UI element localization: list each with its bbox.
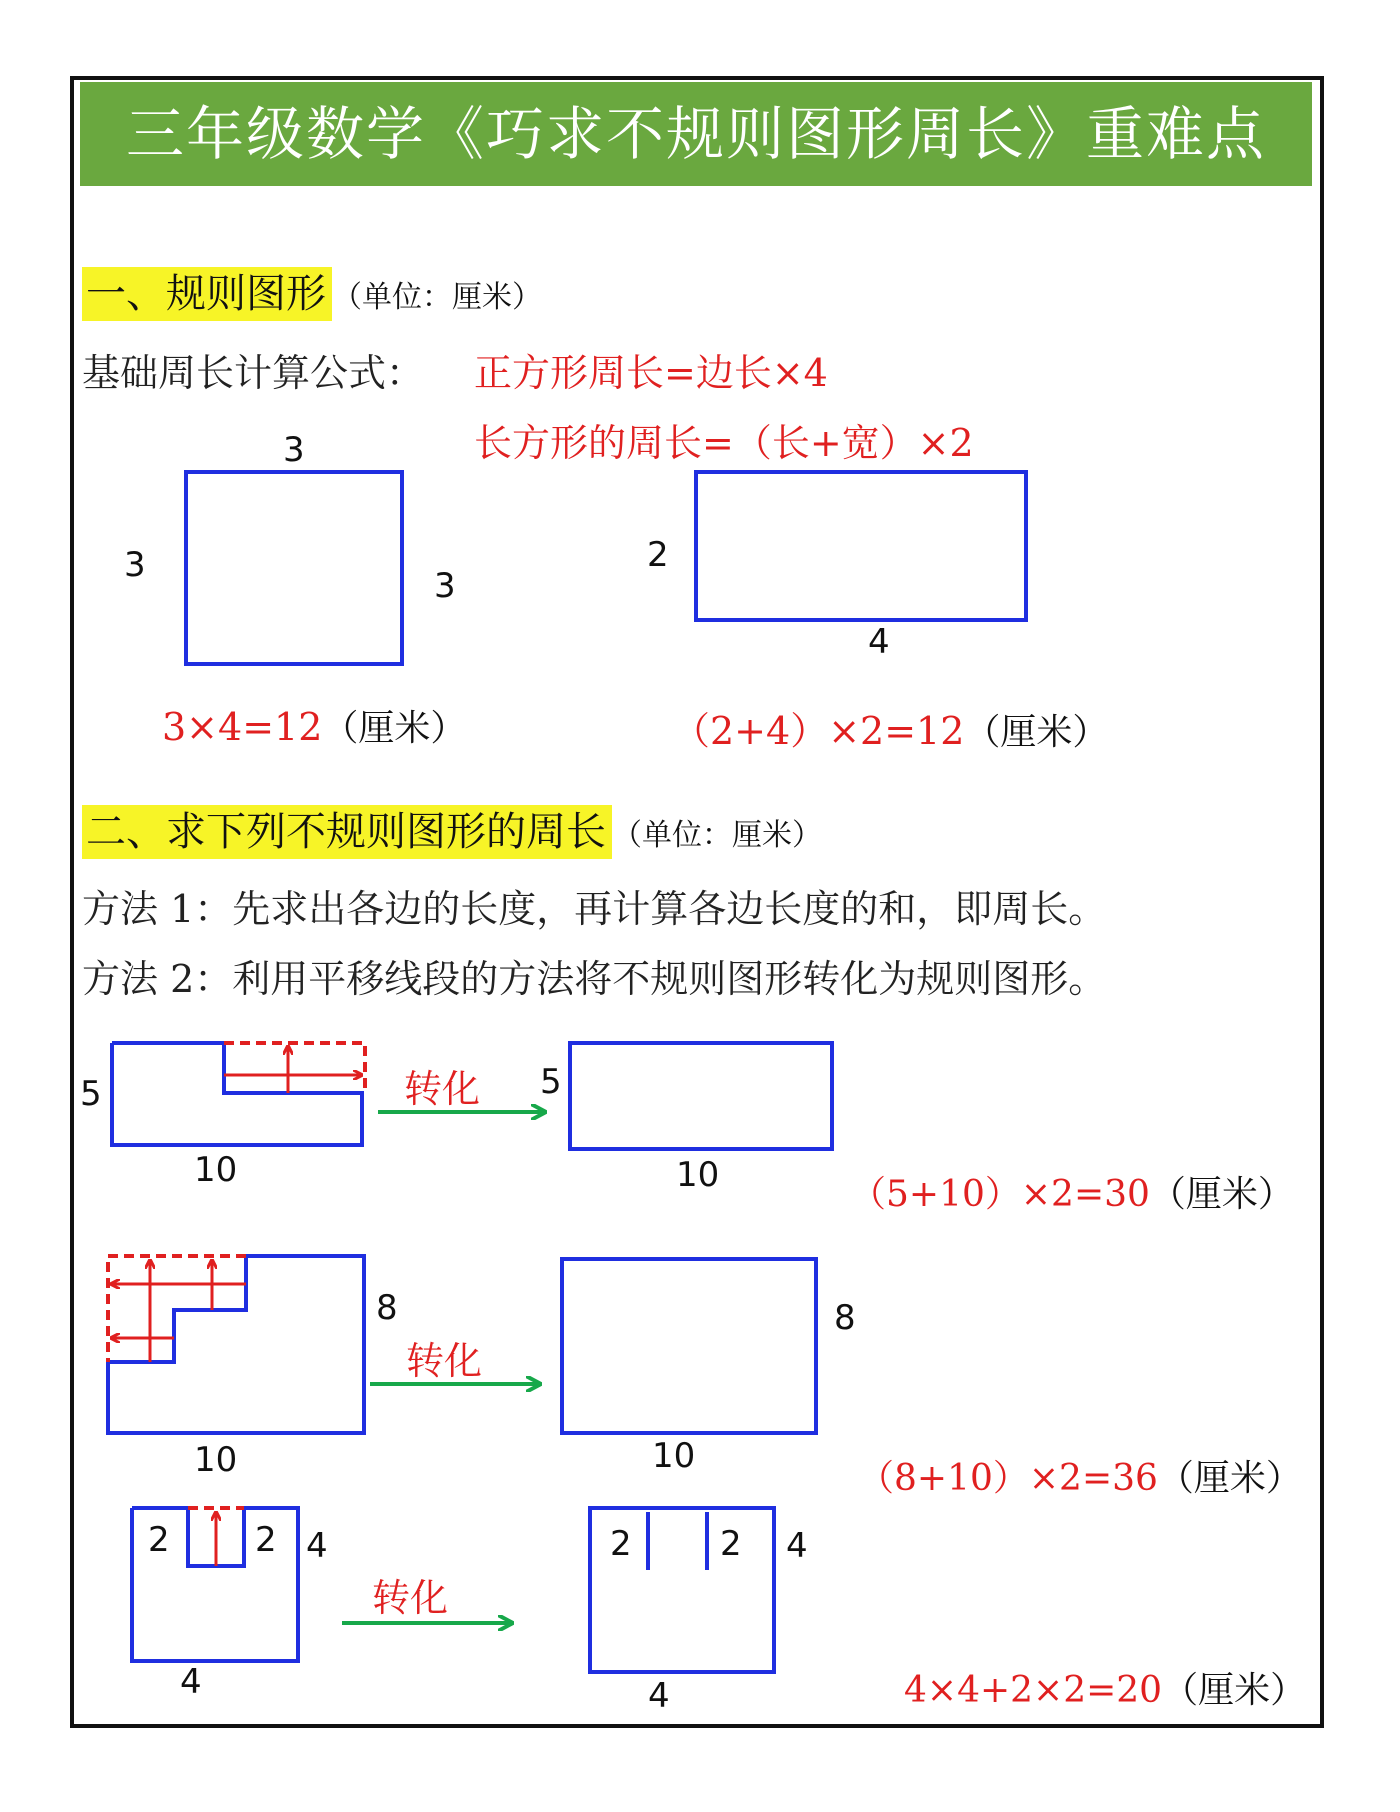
ex1-dashed-outline xyxy=(224,1043,365,1093)
rect-calc: （2+4）×2=12 xyxy=(672,709,965,753)
rect-formula: 长方形的周长=（长+宽）×2 xyxy=(474,421,974,465)
section1-unit-note: （单位：厘米） xyxy=(332,280,542,315)
square-left-label: 3 xyxy=(124,545,146,585)
ex2-transform-label: 转化 xyxy=(406,1339,483,1383)
ex1-calc-unit: （厘米） xyxy=(1149,1174,1294,1215)
ex3-result-inner-right-label: 2 xyxy=(720,1524,742,1564)
ex2-bottom-label: 10 xyxy=(194,1440,238,1480)
rect-bottom-label: 4 xyxy=(868,622,890,662)
ex1-left-label: 5 xyxy=(80,1074,102,1114)
ex1-bottom-label: 10 xyxy=(194,1150,238,1190)
ex2-calc-unit: （厘米） xyxy=(1157,1458,1302,1499)
ex3-inner-left-label: 2 xyxy=(148,1520,170,1560)
method2-text: 方法 2：利用平移线段的方法将不规则图形转化为规则图形。 xyxy=(82,957,1107,1001)
ex1-calc: （5+10）×2=30 xyxy=(850,1174,1150,1215)
ex1-irregular-shape xyxy=(112,1043,362,1145)
ex3-result-right-label: 4 xyxy=(786,1526,808,1566)
ex3-transform-label: 转化 xyxy=(372,1576,449,1620)
ex2-result-bottom-label: 10 xyxy=(652,1436,696,1476)
ex1-result-bottom-label: 10 xyxy=(676,1155,720,1195)
ex1-result-left-label: 5 xyxy=(540,1062,562,1102)
formula-intro: 基础周长计算公式： xyxy=(82,351,425,395)
ex2-result-rect xyxy=(562,1259,816,1433)
rectangle-shape xyxy=(696,472,1026,620)
ex3-calc-row xyxy=(904,1662,1306,1713)
method1-text: 方法 1：先求出各边的长度，再计算各边长度的和，即周长。 xyxy=(82,887,1107,931)
rect-left-label: 2 xyxy=(647,535,669,575)
ex3-inner-right-label: 2 xyxy=(255,1520,277,1560)
ex3-result-bottom-label: 4 xyxy=(648,1676,670,1716)
rect-calc-unit: （厘米） xyxy=(964,712,1109,753)
square-right-label: 3 xyxy=(434,566,456,606)
ex3-result-inner-left-label: 2 xyxy=(610,1524,632,1564)
square-top-label: 3 xyxy=(283,430,305,470)
square-formula: 正方形周长=边长×4 xyxy=(474,351,828,395)
square-shape xyxy=(186,472,402,664)
ex2-right-label: 8 xyxy=(376,1288,398,1328)
ex3-bottom-label: 4 xyxy=(180,1662,202,1702)
page-title: 三年级数学《巧求不规则图形周长》重难点 xyxy=(80,82,1312,186)
ex2-calc-row xyxy=(858,1450,1302,1501)
section1-heading: 一、规则图形 xyxy=(82,267,332,321)
section2-unit-note: （单位：厘米） xyxy=(612,818,822,853)
square-calc-unit: （厘米） xyxy=(322,708,467,749)
ex1-result-rect xyxy=(570,1043,832,1149)
ex3-right-label: 4 xyxy=(306,1526,328,1566)
section2-heading: 二、求下列不规则图形的周长 xyxy=(82,805,612,859)
ex3-calc: 4×4+2×2=20 xyxy=(904,1670,1163,1711)
ex1-calc-row xyxy=(850,1166,1294,1217)
ex2-calc: （8+10）×2=36 xyxy=(858,1458,1158,1499)
ex3-calc-unit: （厘米） xyxy=(1162,1670,1307,1711)
ex2-result-right-label: 8 xyxy=(834,1298,856,1338)
ex1-transform-label: 转化 xyxy=(404,1067,481,1111)
square-calc: 3×4=12 xyxy=(162,705,323,749)
